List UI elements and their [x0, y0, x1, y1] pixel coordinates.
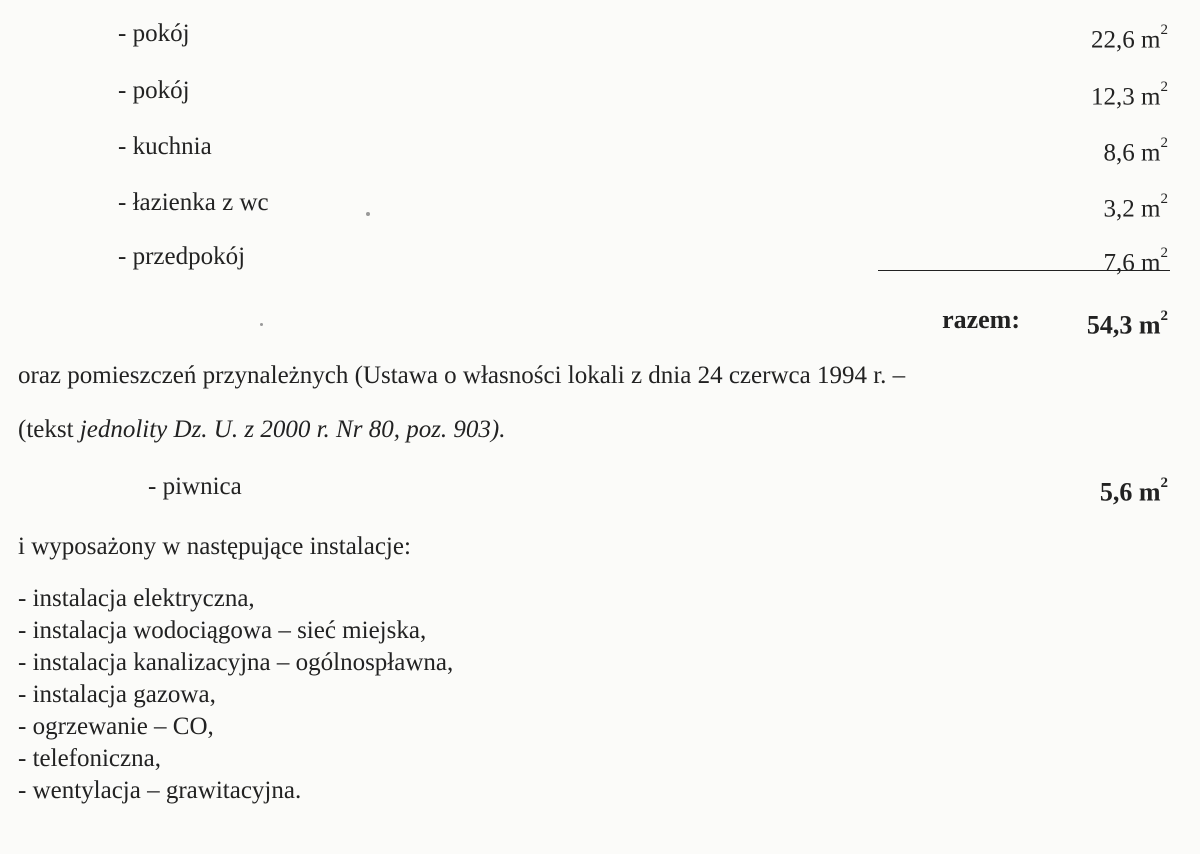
list-item: - wentylacja – grawitacyjna.: [18, 777, 302, 804]
scan-speck: [260, 323, 263, 326]
total-label: razem:: [942, 305, 1020, 334]
room-row: [0, 127, 1200, 167]
room-area: 12,3 $m^2$: [1091, 79, 1168, 111]
list-item: - ogrzewanie – CO,: [18, 713, 214, 740]
cellar-row: [0, 467, 1200, 507]
room-row: [0, 71, 1200, 111]
room-row: [0, 14, 1200, 54]
cellar-name: - piwnica: [148, 473, 242, 500]
total-area: 54,3 $m^2$: [1086, 308, 1168, 340]
room-row: [0, 183, 1200, 223]
paragraph-line-1: oraz pomieszczeń przynależnych (Ustawa o własności lokali z dnia 24 czerwca 1994 r. –: [18, 362, 906, 389]
room-name: - łazienka z wc: [118, 189, 269, 216]
installations-list: [18, 583, 453, 807]
cellar-area: 5,6 $m^2$: [1099, 475, 1168, 507]
scan-speck: [366, 212, 370, 216]
room-name: - pokój: [118, 20, 190, 47]
room-name: - przedpokój: [118, 243, 246, 270]
total-row: [0, 299, 1200, 341]
room-name: - pokój: [118, 77, 190, 104]
room-area: 22,6 $m^2$: [1091, 22, 1168, 54]
paragraph-line-2: (tekst jednolity Dz. U. z 2000 r. Nr 80, poz. 903).: [18, 416, 506, 443]
sum-underline: [878, 270, 1170, 271]
list-item: - instalacja wodociągowa – sieć miejska,: [18, 617, 427, 644]
room-name: - kuchnia: [118, 133, 212, 160]
room-area: 7,6 $m^2$: [1103, 245, 1168, 277]
list-item: - instalacja kanalizacyjna – ogólnospławna,: [18, 649, 454, 676]
installations-intro: i wyposażony w następujące instalacje:: [18, 533, 411, 560]
list-item: - telefoniczna,: [18, 745, 161, 772]
room-row: [0, 237, 1200, 277]
room-area: 8,6 $m^2$: [1103, 135, 1168, 167]
list-item: - instalacja elektryczna,: [18, 585, 255, 612]
list-item: - instalacja gazowa,: [18, 681, 216, 708]
room-area: 3,2 $m^2$: [1103, 191, 1168, 223]
